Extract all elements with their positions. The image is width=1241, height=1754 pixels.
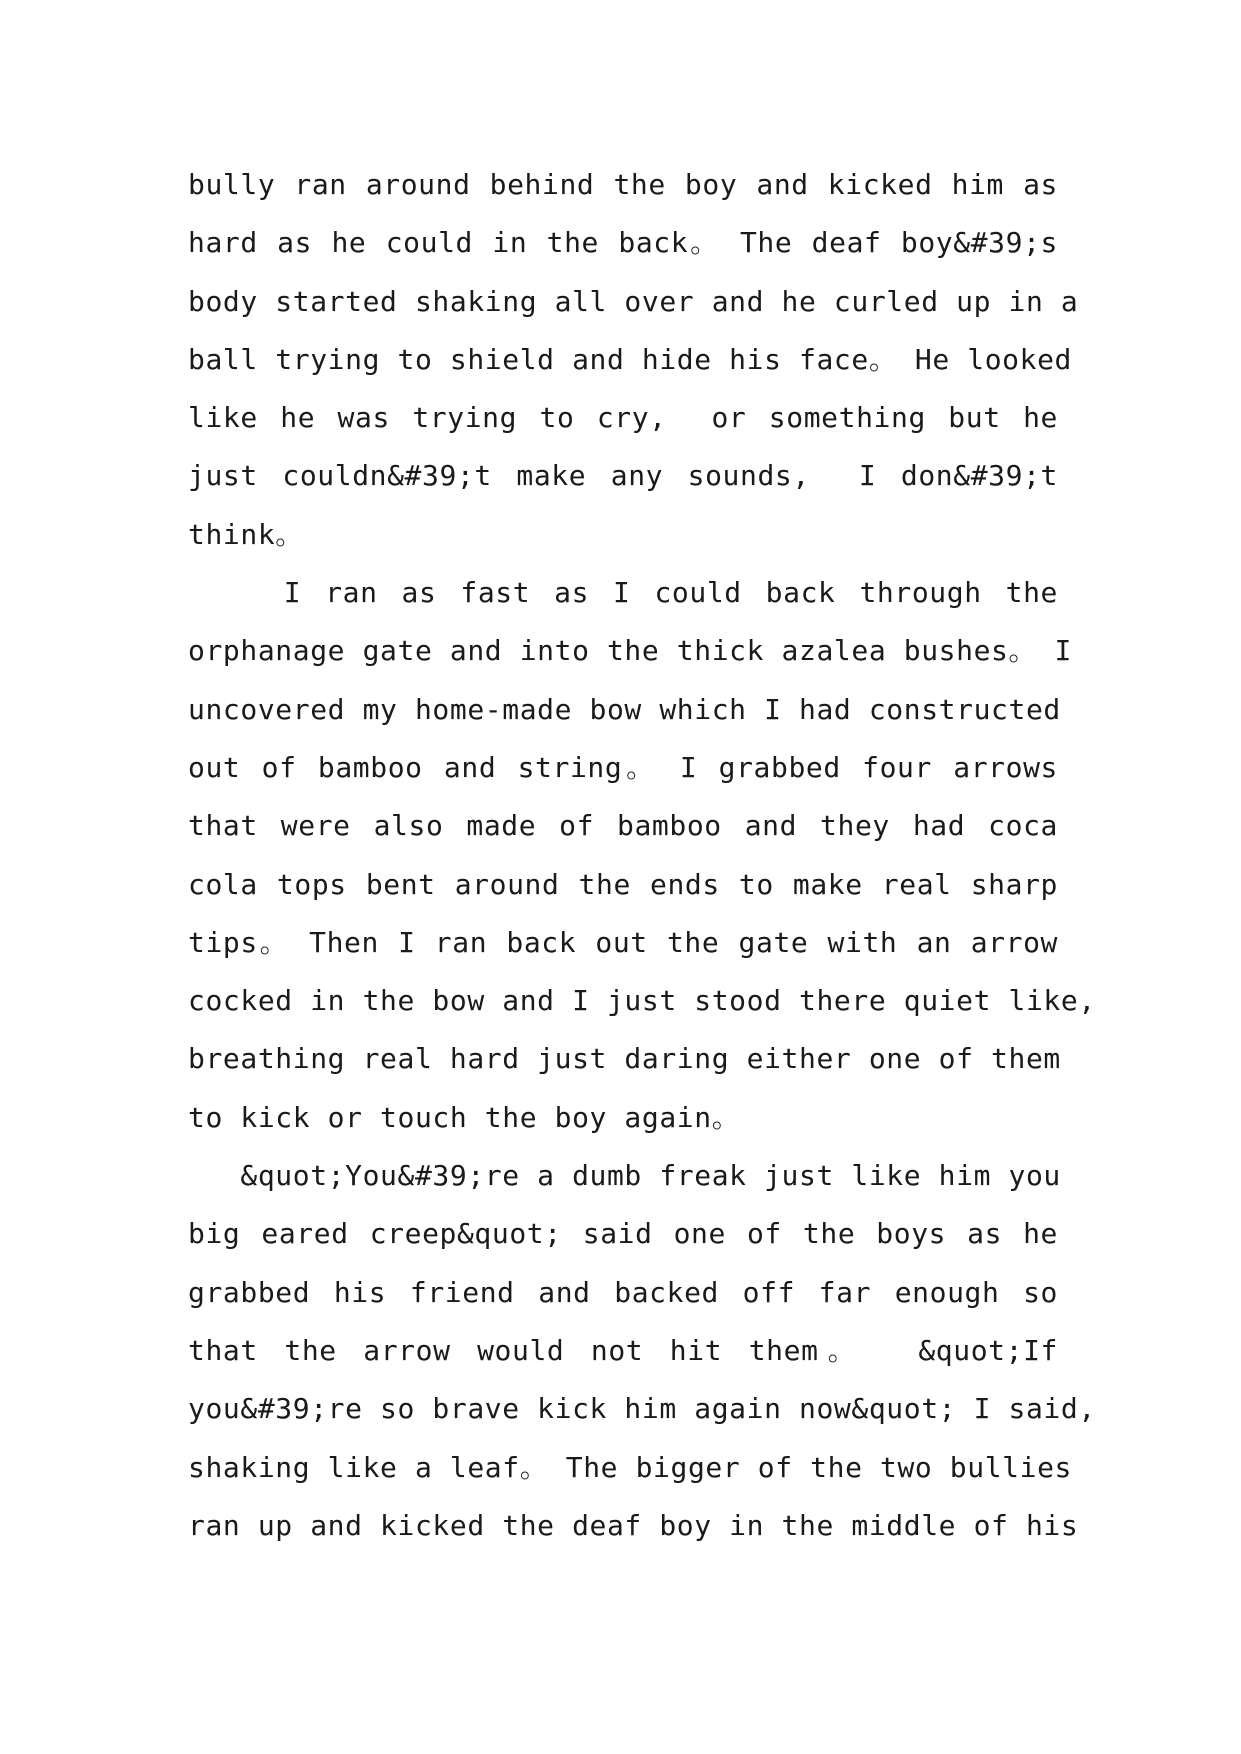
text-line: just couldn&#39;t make any sounds, I don&#39;t: [188, 459, 1058, 493]
text-line: tips。 Then I ran back out the gate with an arrow: [188, 925, 1058, 959]
text-line: shaking like a leaf。 The bigger of the two bullies: [188, 1450, 1073, 1484]
text-line: that were also made of bamboo and they had coca: [188, 809, 1058, 843]
text-line: ball trying to shield and hide his face。 He looked: [188, 342, 1073, 376]
text-line: grabbed his friend and backed off far enough so: [188, 1275, 1058, 1309]
text-line: cola tops bent around the ends to make real sharp: [188, 867, 1058, 901]
text-line: bully ran around behind the boy and kicked him as: [188, 168, 1058, 201]
text-line: big eared creep&quot; said one of the boys as he: [188, 1217, 1058, 1251]
text-line: orphanage gate and into the thick azalea bushes。 I: [188, 634, 1073, 668]
text-line: out of bamboo and string。 I grabbed four arrows: [188, 750, 1058, 784]
text-line: that the arrow would not hit them。 &quot;If: [188, 1333, 1058, 1367]
text-line: breathing real hard just daring either one of them: [188, 1042, 1061, 1076]
text-line: cocked in the bow and I just stood there quiet like,: [188, 984, 1096, 1018]
body-text: [188, 156, 1096, 1555]
text-line: I ran as fast as I could back through the: [188, 576, 1058, 610]
text-line: you&#39;re so brave kick him again now&quot; I said,: [188, 1392, 1096, 1426]
text-line: body started shaking all over and he curled up in a: [188, 284, 1079, 318]
text-line: to kick or touch the boy again。: [188, 1100, 741, 1134]
text-line: hard as he could in the back。 The deaf boy&#39;s: [188, 226, 1058, 260]
text-line: like he was trying to cry, or something but he: [188, 401, 1058, 435]
text-line: &quot;You&#39;re a dumb freak just like him you: [188, 1159, 1061, 1193]
text-line: uncovered my home-made bow which I had constructed: [188, 692, 1061, 726]
text-line: ran up and kicked the deaf boy in the middle of his: [188, 1508, 1079, 1542]
text-line: think。: [188, 517, 304, 551]
